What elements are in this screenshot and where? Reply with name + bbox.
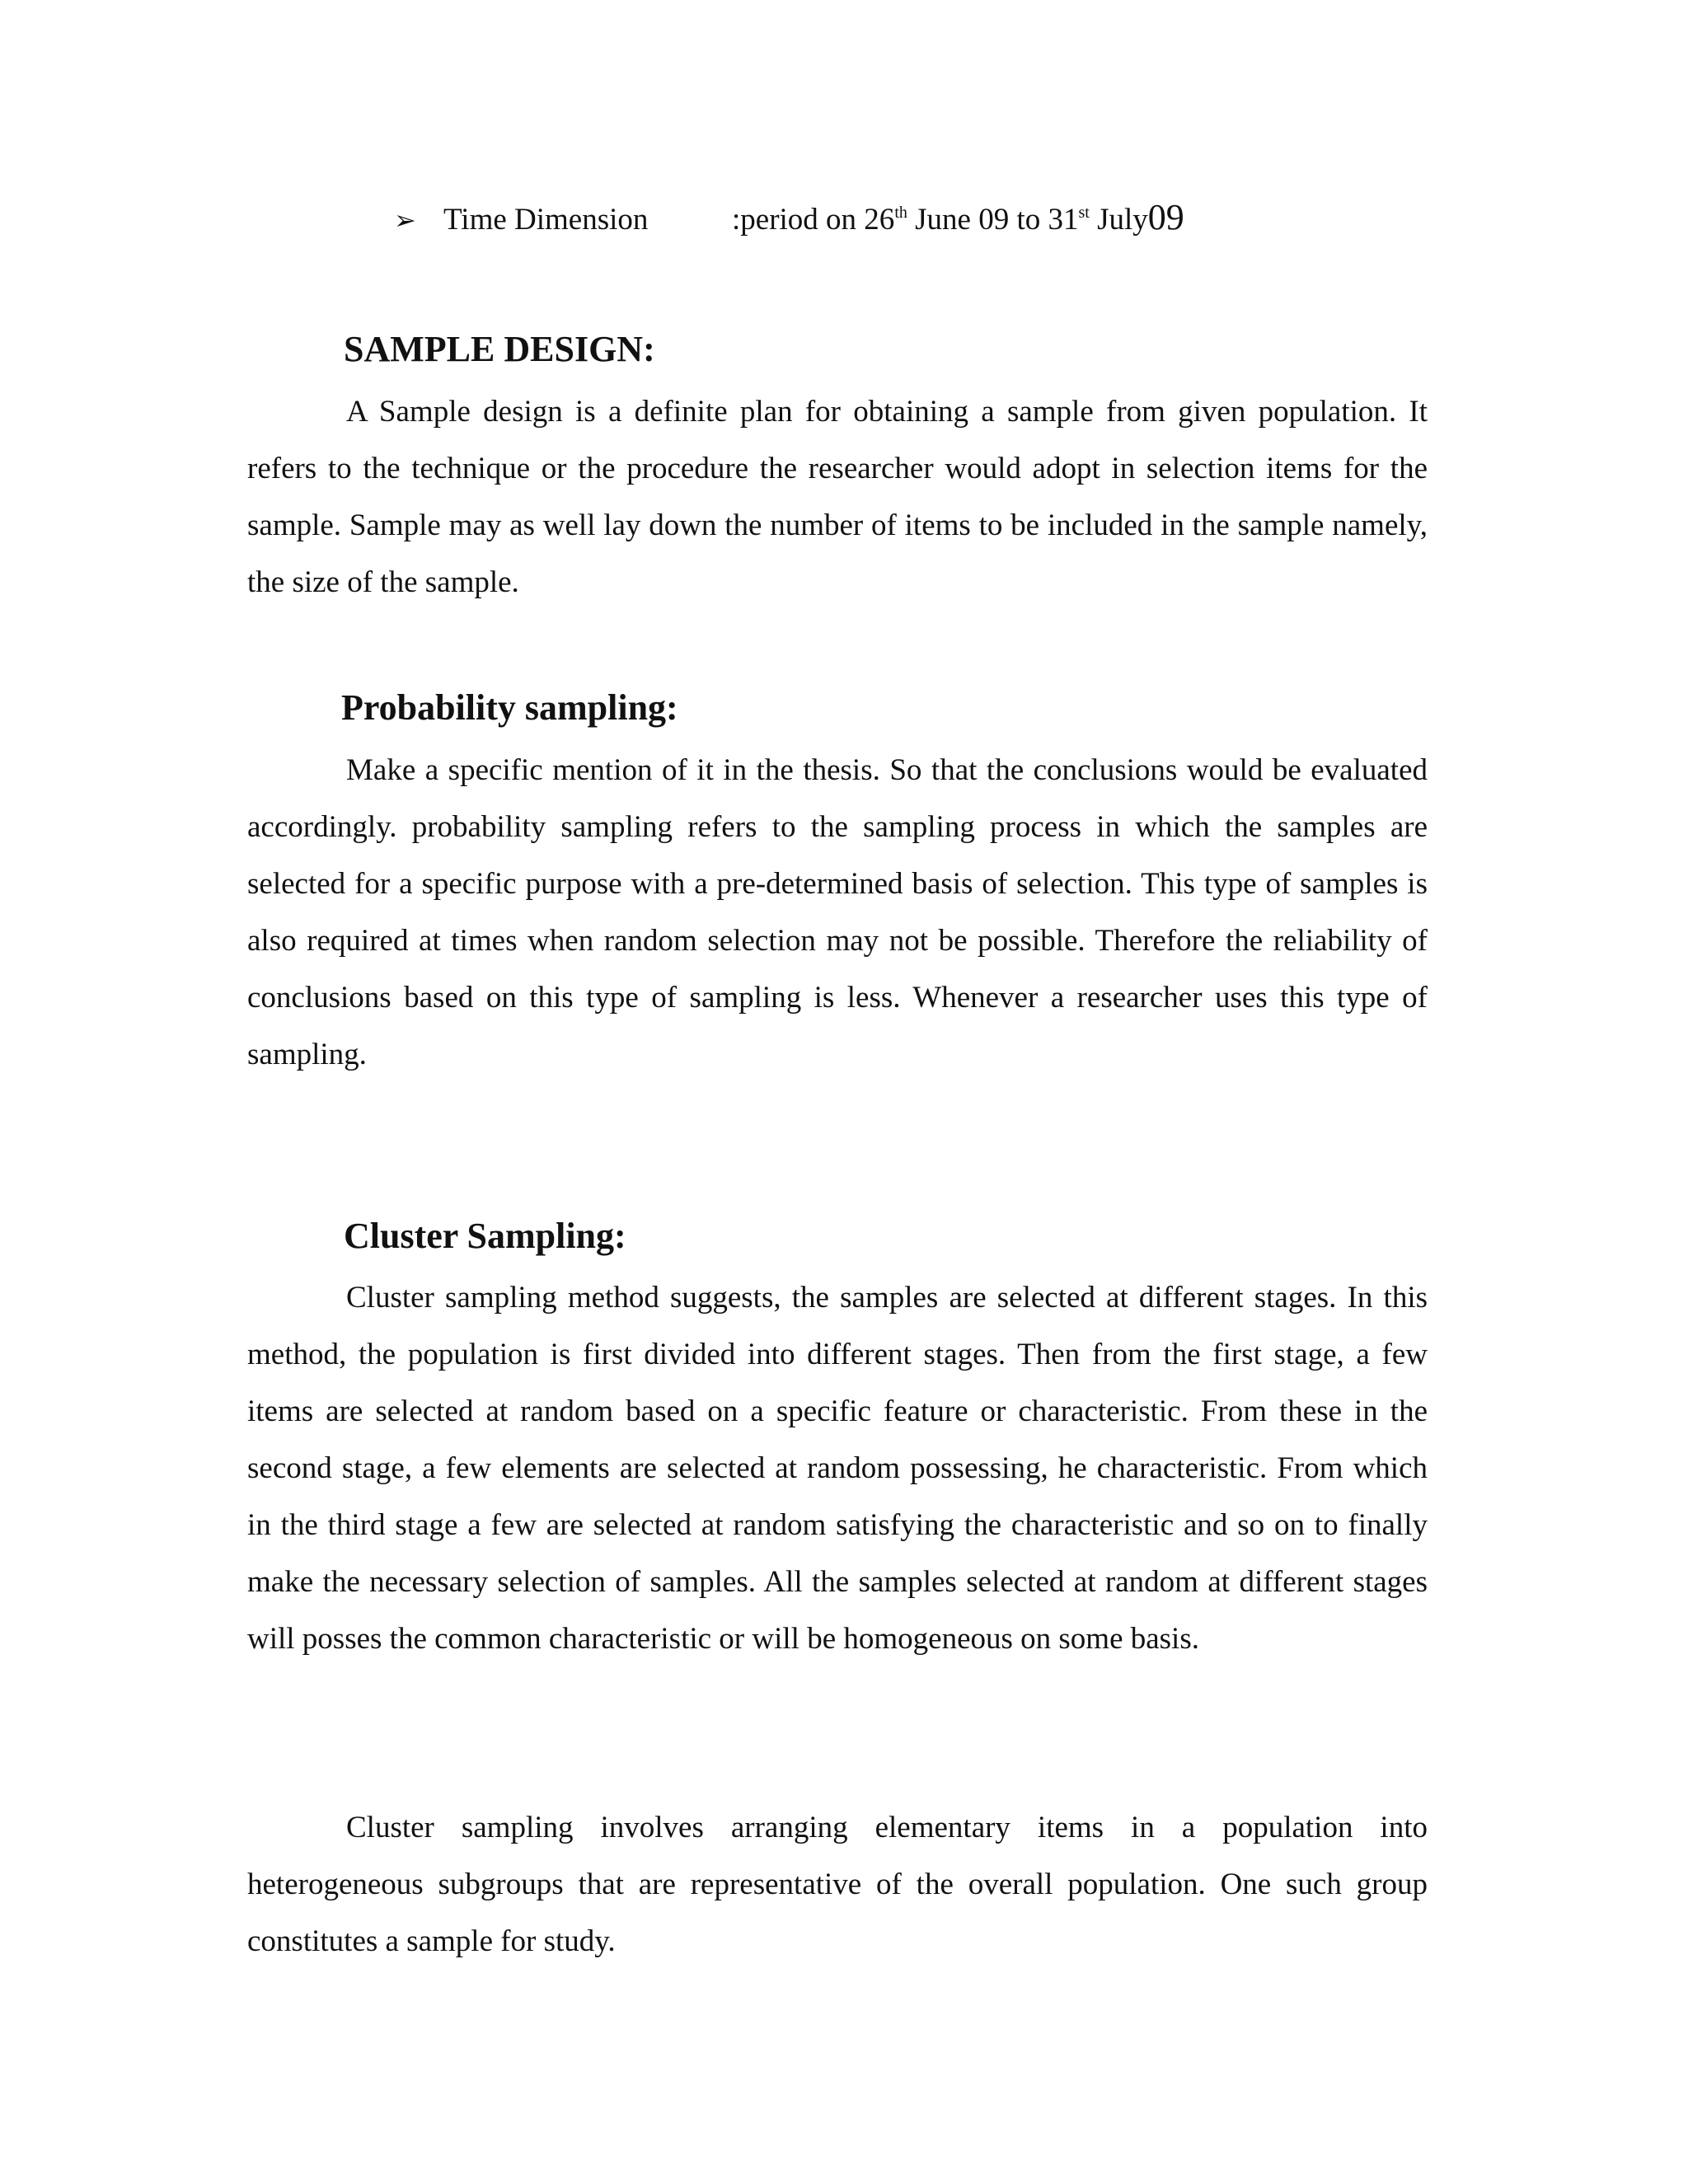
time-dimension-year: 09 (1147, 197, 1184, 237)
ordinal-suffix-th: th (894, 204, 907, 222)
cluster-sampling-paragraph-2: Cluster sampling involves arranging elementary items in a population into heterogeneous subgroups that are representative of the overall population. One such group constitutes a sample for study. (247, 1811, 1428, 1958)
time-dimension-value-end: July (1089, 203, 1148, 237)
time-dimension-value-mid: June 09 to 31 (907, 203, 1079, 237)
cluster-sampling-heading: Cluster Sampling: (344, 1216, 626, 1256)
time-dimension-label: Time Dimension (443, 203, 649, 237)
sample-design-heading: SAMPLE DESIGN: (344, 329, 655, 369)
ordinal-suffix-st: st (1078, 204, 1090, 222)
cluster-sampling-paragraph-1: Cluster sampling method suggests, the samples are selected at different stages. In this method, the population is first divided into different stages. Then from the first stage, a few items are selected at random based on a specific feature or characteristic. From these in the second stage, a few elements are selected at random possessing, he characteristic. From which in the third stage a few are selected at random satisfying the characteristic and so on to finally make the necessary selection of samples. All the samples selected at random at different stages will posses the common characteristic or will be homogeneous on some basis. (247, 1281, 1428, 1656)
time-dimension-line (394, 196, 1184, 246)
time-dimension-value (732, 196, 1184, 238)
time-dimension-value-prefix: :period on 26 (732, 203, 895, 237)
probability-sampling-heading: Probability sampling: (341, 687, 678, 728)
arrowhead-bullet-icon: ➢ (394, 204, 416, 236)
sample-design-paragraph: A Sample design is a definite plan for obtaining a sample from given population. It refers to the technique or the procedure the researcher would adopt in selection items for the sample. Sample may as well lay down the number of items to be included in the sample namely, the size of the sample. (247, 395, 1428, 599)
probability-sampling-paragraph: Make a specific mention of it in the thesis. So that the conclusions would be evaluated accordingly. probability sampling refers to the sampling process in which the samples are selected for a specific purpose with a pre-determined basis of selection. This type of samples is also required at times when random selection may not be possible. Therefore the reliability of conclusions based on this type of sampling is less. Whenever a researcher uses this type of sampling. (247, 753, 1428, 1071)
